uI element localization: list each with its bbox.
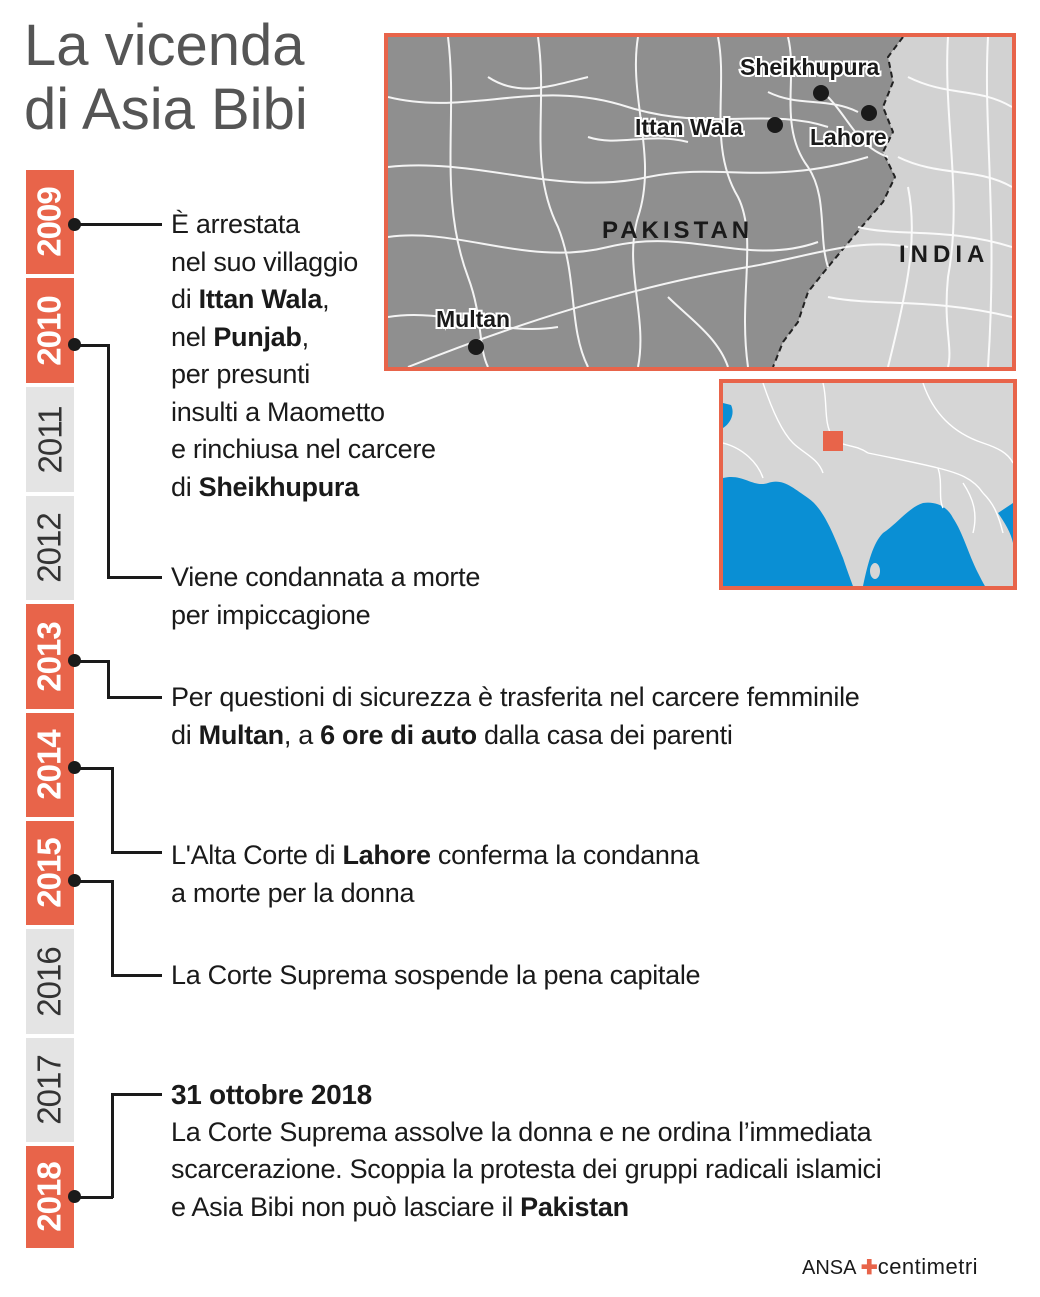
text-fragment: L'Alta Corte di [171, 840, 343, 870]
connector-line-2014-c [111, 851, 162, 854]
country-label-pakistan: PAKISTAN [602, 217, 754, 244]
event-text-line: scarcerazione. Scoppia la protesta dei gruppi radicali islamici [171, 1154, 882, 1184]
year-label: 2017 [31, 1055, 69, 1125]
year-label: 2014 [31, 730, 69, 800]
connector-line-2010-a [76, 344, 109, 347]
year-label: 2013 [31, 621, 69, 692]
inset-map-svg [723, 383, 1013, 586]
title-line-1: La vicenda [24, 13, 305, 78]
year-label: 2011 [31, 406, 68, 473]
event-text-line: Viene condannata a morte [171, 562, 481, 592]
credit-line [802, 1254, 978, 1280]
text-fragment: di [171, 471, 199, 502]
place-name: Lahore [342, 840, 431, 870]
event-2018 [171, 1076, 881, 1226]
text-fragment: , [301, 321, 309, 352]
event-2010 [171, 559, 480, 634]
text-fragment: , a [283, 719, 321, 750]
event-text-line: a morte per la donna [171, 877, 415, 908]
year-2017 [26, 1038, 74, 1142]
event-2014 [171, 837, 699, 912]
event-text-line: per impiccagione [171, 599, 371, 630]
text-fragment: e Asia Bibi non può lasciare il [171, 1191, 521, 1222]
city-dot-lahore [861, 105, 877, 121]
event-text-line: nel suo villaggio [171, 246, 359, 277]
place-name: Multan [198, 719, 284, 750]
emphasis: 6 ore di auto [320, 719, 477, 750]
place-name: Sheikhupura [198, 471, 359, 502]
year-2014 [26, 713, 74, 817]
city-dot-multan [468, 339, 484, 355]
year-label: 2015 [31, 838, 69, 908]
regional-map-svg [388, 37, 1012, 367]
regional-map [384, 33, 1016, 371]
text-fragment: dalla casa dei parenti [476, 719, 733, 750]
event-text-line [171, 717, 860, 755]
year-label: 2012 [31, 513, 69, 583]
city-label-multan: Multan [436, 306, 511, 332]
connector-line-2013-c [107, 696, 162, 699]
event-date: 31 ottobre 2018 [171, 1079, 372, 1110]
year-2009 [26, 170, 74, 274]
text-fragment: , [322, 284, 330, 314]
year-2013 [26, 604, 74, 709]
event-text-line: Per questioni di sicurezza è trasferita nel carcere femminile [171, 682, 860, 712]
event-text-line: La Corte Suprema sospende la pena capitale [171, 960, 701, 990]
connector-line-2009 [76, 223, 162, 226]
place-name: Pakistan [520, 1191, 629, 1222]
inset-locator-map [719, 379, 1017, 590]
connector-line-2015-a [76, 880, 113, 883]
connector-line-2018-a [76, 1196, 113, 1199]
connector-line-2010-b [107, 344, 110, 578]
place-name: Punjab [213, 321, 302, 352]
connector-line-2014-b [111, 767, 114, 853]
year-label: 2018 [31, 1162, 69, 1232]
agency-label: ANSA [802, 1257, 856, 1279]
event-text-line [171, 837, 699, 875]
centimetri-logo-icon: ✚ [860, 1257, 878, 1279]
city-dot-sheikhupura [813, 85, 829, 101]
event-text-line [171, 469, 436, 507]
connector-line-2013-a [76, 660, 109, 663]
brand-label: centimetri [877, 1254, 979, 1279]
year-2015 [26, 821, 74, 925]
year-2016 [26, 929, 74, 1034]
connector-line-2010-c [107, 576, 162, 579]
city-label-ittan-wala: Ittan Wala [635, 114, 743, 140]
city-dot-ittan-wala [767, 117, 783, 133]
event-2015 [171, 957, 700, 995]
event-text-line: insulti a Maometto [171, 396, 385, 427]
connector-line-2018-c [111, 1093, 162, 1096]
title-line-2: di Asia Bibi [24, 77, 308, 142]
connector-line-2014-a [76, 767, 113, 770]
city-label-sheikhupura: Sheikhupura [740, 54, 880, 80]
text-fragment: di [171, 284, 199, 314]
text-fragment: di [171, 719, 199, 750]
connector-line-2015-b [111, 880, 114, 976]
region-highlight-marker [823, 431, 843, 451]
connector-line-2018-b [111, 1093, 114, 1198]
event-text-line: È arrestata [171, 209, 300, 239]
connector-line-2015-c [111, 974, 162, 977]
event-text-line: per presunti [171, 359, 310, 389]
place-name: Ittan Wala [198, 284, 323, 314]
year-label: 2010 [31, 295, 69, 366]
city-label-lahore: Lahore [810, 124, 887, 150]
year-label: 2009 [31, 187, 69, 257]
connector-line-2013-b [107, 660, 110, 698]
text-fragment: conferma la condanna [430, 840, 700, 870]
sri-lanka [870, 563, 880, 579]
page-title [24, 14, 308, 142]
year-2012 [26, 496, 74, 600]
year-2018 [26, 1146, 74, 1248]
year-2010 [26, 278, 74, 383]
event-text-line [171, 1189, 881, 1227]
event-text-line: La Corte Suprema assolve la donna e ne ordina l’immediata [171, 1116, 872, 1147]
year-2011 [26, 387, 74, 492]
year-label: 2016 [31, 946, 69, 1017]
text-fragment: nel [171, 321, 214, 352]
event-2013 [171, 679, 860, 754]
event-text-line: e rinchiusa nel carcere [171, 434, 436, 464]
country-label-india: INDIA [899, 241, 990, 268]
